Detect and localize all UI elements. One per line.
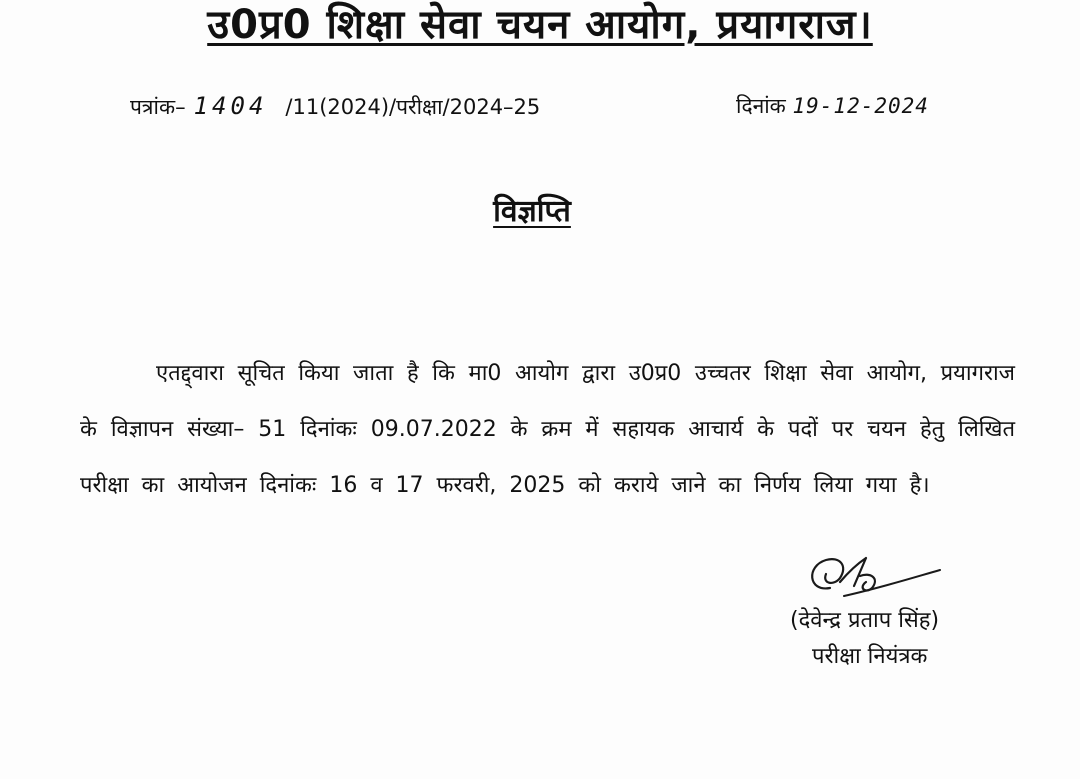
reference-label: पत्रांक–	[130, 95, 186, 119]
date-value: 19-12-2024	[792, 94, 929, 118]
reference-suffix: /11(2024)/परीक्षा/2024–25	[285, 95, 541, 119]
notice-title: विज्ञप्ति	[493, 194, 571, 229]
reference-line	[130, 92, 540, 121]
notice-heading	[0, 192, 1064, 232]
issue-date	[736, 92, 929, 120]
commission-header	[0, 2, 1080, 48]
date-label: दिनांक	[736, 94, 786, 118]
signature-mark	[800, 548, 950, 614]
notice-body: एतद्द्वारा सूचित किया जाता है कि मा0 आयोग द्वारा उ0प्र0 उच्चतर शिक्षा सेवा आयोग, प्रयागराज के विज्ञापन संख्या– 51 दिनांकः 09.07.2022 के क्रम में सहायक आचार्य के पदों पर चयन हेतु लिखित परीक्षा का आयोजन दिनांकः 16 व 17 फरवरी, 2025 को कराये जाने का निर्णय लिया गया है।	[80, 361, 1015, 498]
signatory-name: (देवेन्द्र प्रताप सिंह)	[790, 608, 940, 633]
signatory-designation: परीक्षा नियंत्रक	[812, 644, 928, 669]
commission-name: उ0प्र0 शिक्षा सेवा चयन आयोग, प्रयागराज।	[207, 2, 873, 48]
reference-number: 1404	[193, 92, 268, 120]
